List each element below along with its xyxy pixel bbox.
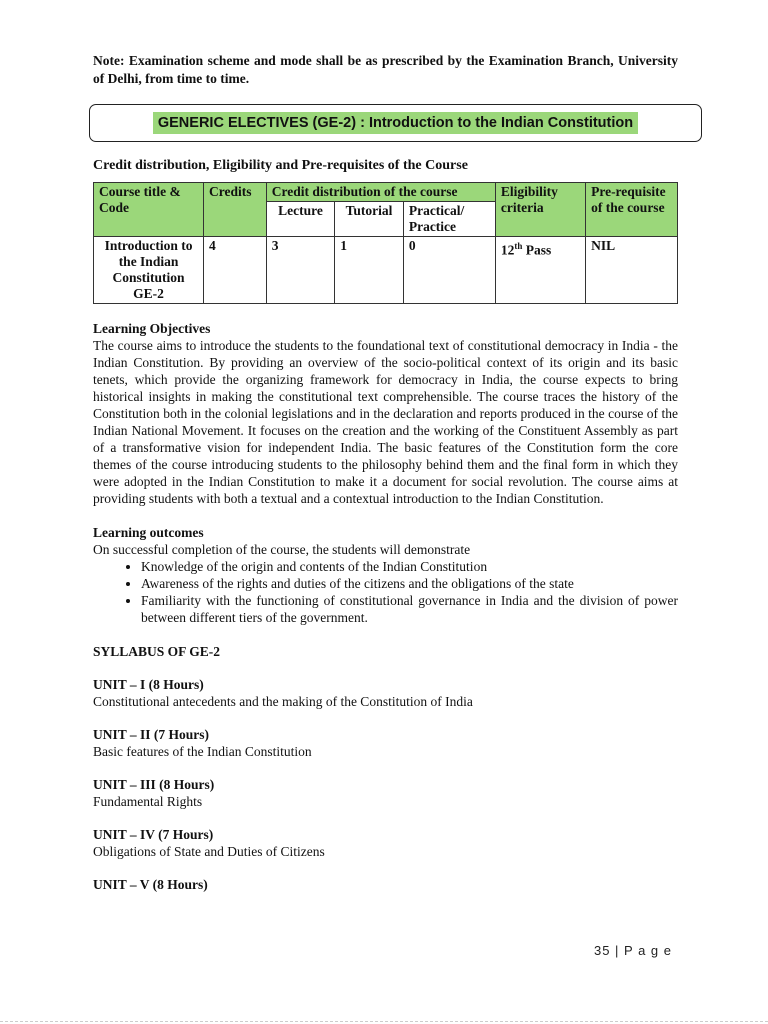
table-header-row <box>94 183 678 202</box>
unit-heading: UNIT – V (8 Hours) <box>93 877 208 892</box>
cell-practical: 0 <box>403 237 495 304</box>
eligibility-num: 12 <box>500 242 515 258</box>
cell-tutorial: 1 <box>335 237 404 304</box>
unit-heading: UNIT – IV (7 Hours) <box>93 827 214 842</box>
exam-note: Note: Examination scheme and mode shall be as prescribed by the Examination Branch, University of Delhi, from time to time. <box>93 53 678 86</box>
cell-credits: 4 <box>204 237 267 304</box>
outcomes-section <box>93 524 678 626</box>
objectives-text: The course aims to introduce the students to the foundational text of constitutional democracy in India - the Indian Constitution. By providing an overview of the socio-political context of its origin and its basic tenets, which provide the organizing framework for democracy in India, the course expects to bring historical insights in making the constitutional text comprehensible. The course traces the history of the Constitution both in the colonial legislations and in the declaration and reports produced in the course of the Indian National Movement. It focuses on the creation and the working of the Constituent Assembly as part of a transformative vision for independent India. The basic features of the Constitution form the core themes of the course introducing students to the philosophy behind them and the final form in which they were adopted in the Indian Constitution to make it a document for social revolution. The course aims at providing students with both a textual and a contextual introduction to the Indian Constitution. <box>93 338 678 506</box>
header-lecture: Lecture <box>266 202 335 237</box>
syllabus-heading: SYLLABUS OF GE-2 <box>93 644 221 659</box>
unit-5 <box>93 876 678 893</box>
credit-heading: Credit distribution, Eligibility and Pre-requisites of the Course <box>93 158 468 173</box>
unit-3 <box>93 776 678 810</box>
unit-heading: UNIT – I (8 Hours) <box>93 677 204 692</box>
eligibility-rest: Pass <box>522 242 552 258</box>
credit-table <box>93 182 678 304</box>
header-practical: Practical/ Practice <box>403 202 495 237</box>
unit-2 <box>93 726 678 760</box>
unit-text: Fundamental Rights <box>93 794 203 809</box>
cell-course: Introduction to the Indian Constitution GE-2 <box>94 237 204 304</box>
header-eligibility: Eligibility criteria <box>495 183 585 237</box>
ge-title: GENERIC ELECTIVES (GE-2) : Introduction to the Indian Constitution <box>153 112 638 134</box>
unit-text: Constitutional antecedents and the making of the Constitution of India <box>93 694 473 709</box>
objectives-heading: Learning Objectives <box>93 321 211 336</box>
cell-lecture: 3 <box>266 237 335 304</box>
header-course: Course title & Code <box>94 183 204 237</box>
list-item: • Familiarity with the functioning of constitutional governance in India and the division of power between different tiers of the government. <box>141 592 678 626</box>
unit-text: Basic features of the Indian Constitution <box>93 744 312 759</box>
cell-prereq: NIL <box>586 237 678 304</box>
header-credits: Credits <box>204 183 267 237</box>
ge-title-box <box>89 104 702 142</box>
objectives-section <box>93 320 678 507</box>
cell-eligibility <box>495 237 585 304</box>
eligibility-sup: th <box>514 241 523 251</box>
header-prereq: Pre-requisite of the course <box>586 183 678 237</box>
unit-heading: UNIT – III (8 Hours) <box>93 777 215 792</box>
unit-1 <box>93 676 678 710</box>
unit-heading: UNIT – II (7 Hours) <box>93 727 210 742</box>
page-bottom-rule <box>0 1021 768 1022</box>
unit-text: Obligations of State and Duties of Citizens <box>93 844 325 859</box>
table-row <box>94 237 678 304</box>
list-item: • Awareness of the rights and duties of the citizens and the obligations of the state <box>141 575 678 592</box>
page-number: 35 | P a g e <box>593 943 672 958</box>
list-item: • Knowledge of the origin and contents of the Indian Constitution <box>141 558 678 575</box>
outcomes-intro: On successful completion of the course, the students will demonstrate <box>93 542 471 557</box>
document-page <box>93 52 678 893</box>
header-tutorial: Tutorial <box>335 202 404 237</box>
outcomes-list <box>93 558 678 626</box>
outcomes-heading: Learning outcomes <box>93 525 204 540</box>
header-distribution: Credit distribution of the course <box>266 183 495 202</box>
unit-4 <box>93 826 678 860</box>
